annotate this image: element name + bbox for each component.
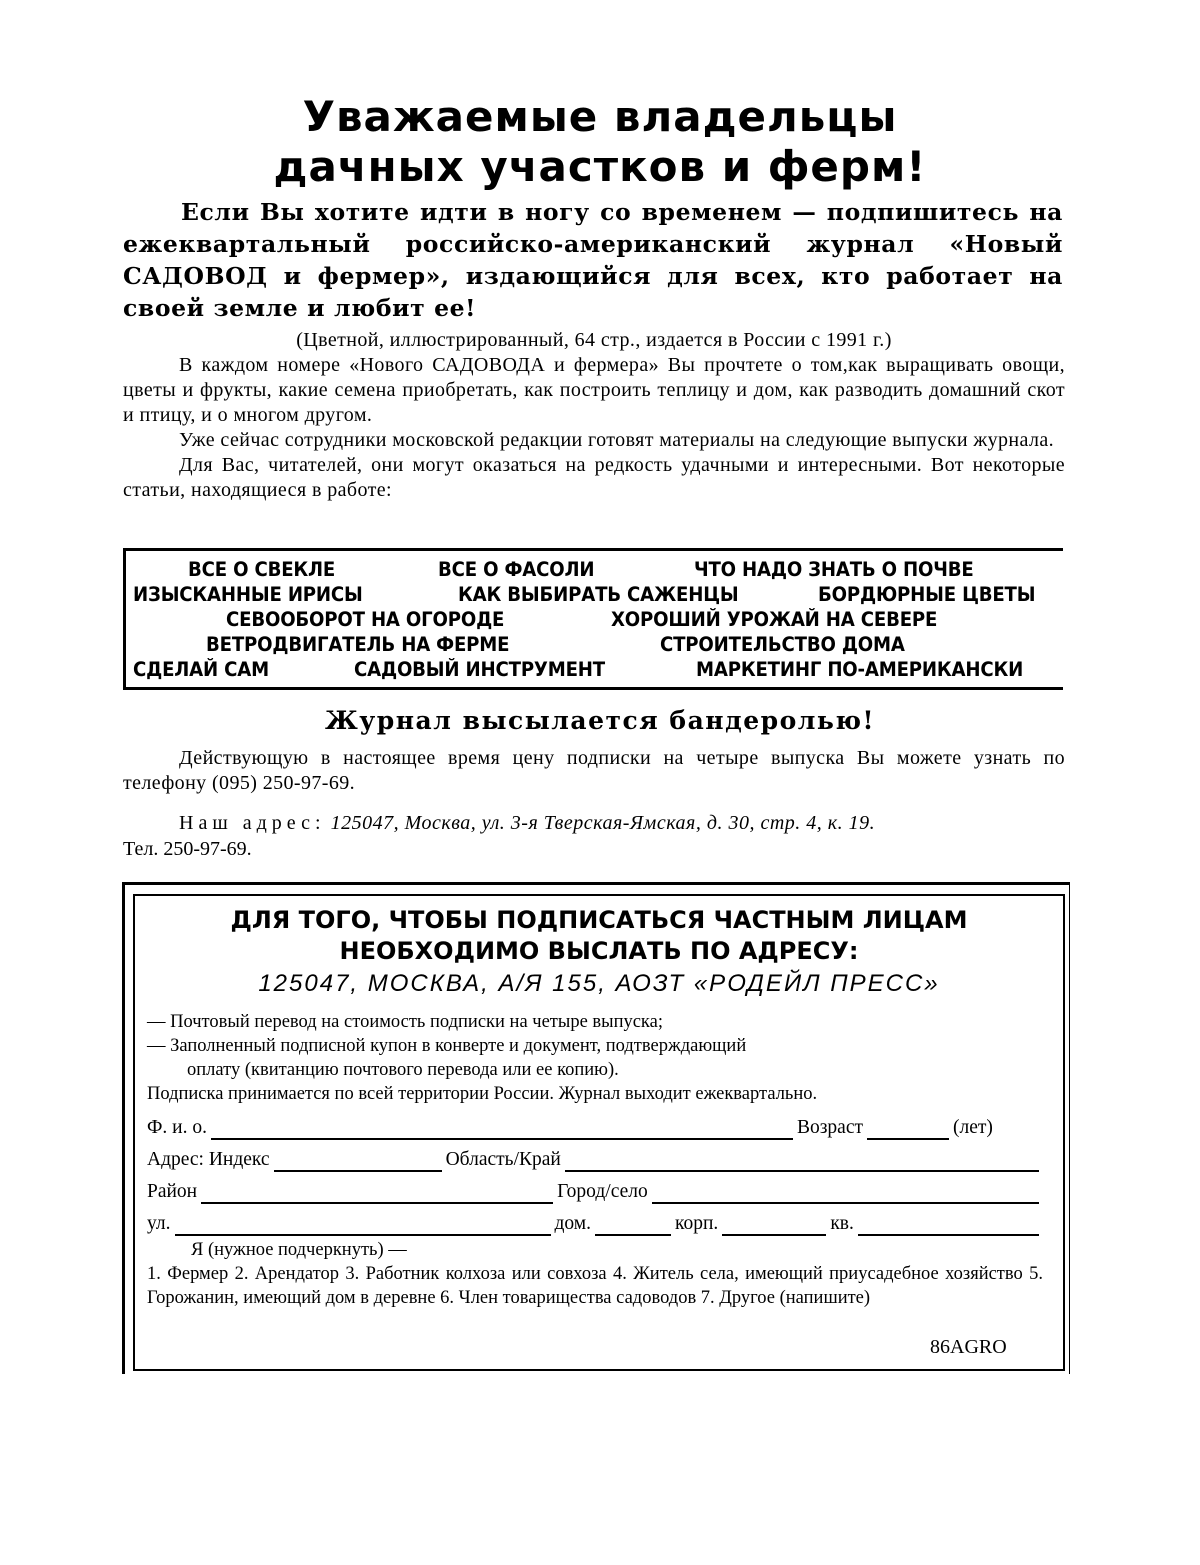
index-field[interactable] (274, 1152, 442, 1172)
topic-item: БОРДЮРНЫЕ ЦВЕТЫ (818, 583, 1036, 606)
city-field[interactable] (652, 1184, 1039, 1204)
headline-line-1: Уважаемые владельцы (302, 92, 898, 141)
body-text (123, 328, 1065, 503)
body-paragraph: Уже сейчас сотрудники московской редакции готовят материалы на следующие выпуски журнала. (179, 429, 1055, 451)
price-paragraph: Действующую в настоящее время цену подписки на четыре выпуска Вы можете узнать по телефону (095) 250-97-69. (123, 747, 1065, 794)
topic-item: ИЗЫСКАННЫЕ ИРИСЫ (133, 583, 363, 606)
age-unit: (лет) (953, 1117, 993, 1138)
building-label: корп. (675, 1213, 719, 1234)
region-label: Область/Край (445, 1149, 561, 1170)
street-label: ул. (147, 1213, 171, 1234)
magazine-description: (Цветной, иллюстрированный, 64 стр., издается в России с 1991 г.) (296, 329, 892, 351)
topic-item: ЧТО НАДО ЗНАТЬ О ПОЧВЕ (694, 558, 974, 581)
topic-item: СЕВООБОРОТ НА ОГОРОДЕ (226, 608, 505, 631)
body-paragraph: Для Вас, читателей, они могут оказаться на редкость удачными и интересными. Вот некоторые статьи, находящиеся в работе: (123, 454, 1065, 501)
intro-paragraph: Если Вы хотите идти в ногу со временем — подпишитесь на ежеквартальный российско-американский журнал «Новый САДОВОД и фермер», издающийся для всех, кто работает на своей земле и любит ее! (123, 198, 1063, 322)
topic-item: ВСЕ О СВЕКЛЕ (188, 558, 336, 581)
fio-field[interactable] (211, 1120, 793, 1140)
instruction-item-continued: оплату (квитанцию почтового перевода или ее копию). (187, 1060, 619, 1080)
delivery-heading: Журнал высылается бандеролью! (324, 706, 876, 735)
topic-item: ВСЕ О ФАСОЛИ (438, 558, 595, 581)
address-index-label: Адрес: Индекс (147, 1149, 270, 1170)
address-label: Наш адрес: (179, 812, 326, 834)
city-label: Город/село (557, 1181, 648, 1202)
apartment-label: кв. (830, 1213, 854, 1234)
headline (0, 92, 1200, 192)
coupon-instructions (147, 1010, 1043, 1106)
topic-item: ХОРОШИЙ УРОЖАЙ НА СЕВЕРЕ (611, 608, 938, 631)
district-field[interactable] (201, 1184, 553, 1204)
topic-item: ВЕТРОДВИГАТЕЛЬ НА ФЕРМЕ (206, 633, 510, 656)
form-row-street (147, 1212, 1043, 1236)
district-label: Район (147, 1181, 198, 1202)
headline-line-2: дачных участков и ферм! (273, 142, 927, 191)
coupon-title (133, 905, 1065, 967)
topic-item: САДОВЫЙ ИНСТРУМЕНТ (354, 658, 605, 681)
house-field[interactable] (595, 1216, 671, 1236)
street-field[interactable] (175, 1216, 551, 1236)
address-value: 125047, Москва, ул. 3-я Тверская-Ямская, д. 30, стр. 4, к. 19. (330, 812, 876, 834)
coupon-code: 86AGRO (930, 1336, 1007, 1358)
age-field[interactable] (867, 1120, 949, 1140)
editorial-address (123, 810, 1073, 862)
coupon-mail-address: 125047, МОСКВА, А/Я 155, АОЗТ «РОДЕЙЛ ПРЕСС» (258, 970, 940, 997)
occupation-section (147, 1238, 1043, 1310)
address-phone: Тел. 250-97-69. (123, 838, 252, 860)
choose-instruction: Я (нужное подчеркнуть) — (191, 1240, 407, 1260)
instruction-item: — Почтовый перевод на стоимость подписки на четыре выпуска; (147, 1012, 663, 1032)
subscription-note: Подписка принимается по всей территории России. Журнал выходит ежеквартально. (147, 1084, 818, 1104)
region-field[interactable] (565, 1152, 1039, 1172)
form-row-name (147, 1116, 1043, 1140)
topic-item: МАРКЕТИНГ ПО-АМЕРИКАНСКИ (696, 658, 1024, 681)
building-field[interactable] (722, 1216, 826, 1236)
coupon-title-line-2: НЕОБХОДИМО ВЫСЛАТЬ ПО АДРЕСУ: (339, 937, 859, 965)
topic-item: СДЕЛАЙ САМ (133, 658, 269, 681)
topic-item: КАК ВЫБИРАТЬ САЖЕНЦЫ (458, 583, 739, 606)
age-label: Возраст (796, 1117, 864, 1138)
body-paragraph: В каждом номере «Нового САДОВОДА и фермера» Вы прочтете о том,как выращивать овощи, цветы и фрукты, какие семена приобретать, как построить теплицу и дом, как разводить домашний скот и птицу, и о многом другом. (123, 354, 1065, 426)
apartment-field[interactable] (858, 1216, 1039, 1236)
fio-label: Ф. и. о. (147, 1117, 207, 1138)
coupon-title-line-1: ДЛЯ ТОГО, ЧТОБЫ ПОДПИСАТЬСЯ ЧАСТНЫМ ЛИЦАМ (230, 906, 968, 934)
occupation-options[interactable]: 1. Фермер 2. Арендатор 3. Работник колхоза или совхоза 4. Житель села, имеющий приусадебное хозяйство 5. Горожанин, имеющий дом в деревне 6. Член товарищества садоводов 7. Другое (напишите) (147, 1264, 1043, 1308)
form-row-district (147, 1180, 1043, 1204)
house-label: дом. (554, 1213, 592, 1234)
topic-item: СТРОИТЕЛЬСТВО ДОМА (660, 633, 905, 656)
instruction-item: — Заполненный подписной купон в конверте и документ, подтверждающий (147, 1036, 747, 1056)
form-row-address (147, 1148, 1043, 1172)
